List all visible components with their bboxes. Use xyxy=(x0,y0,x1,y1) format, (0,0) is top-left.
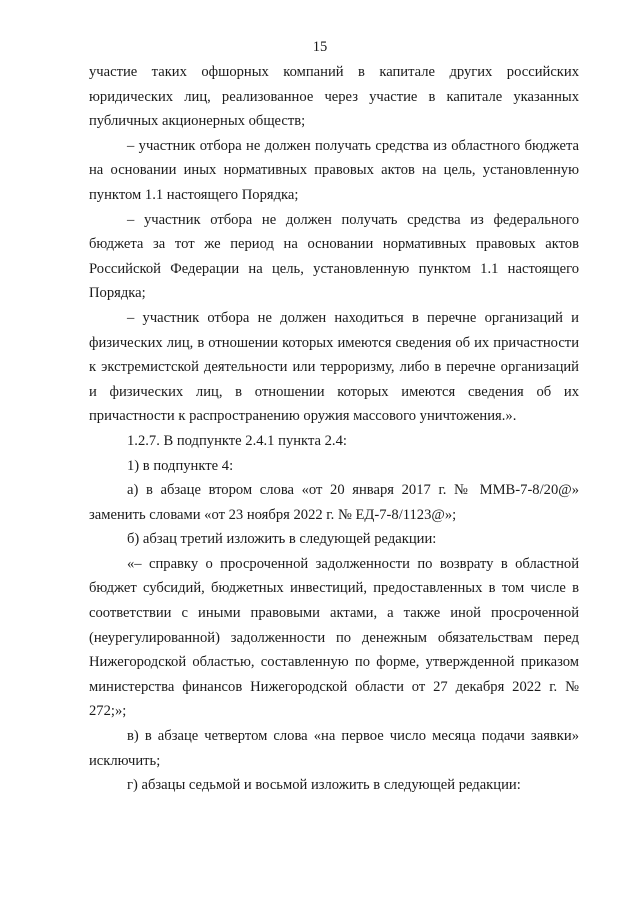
paragraph-item-a: а) в абзаце втором слова «от 20 января 2017 г. № ММВ-7-8/20@» заменить словами «от 23 ноября 2022 г. № ЕД-7-8/1123@»; xyxy=(89,482,579,523)
paragraph-extremism-list-condition: – участник отбора не должен находиться в перечне организаций и физических лиц, в отношении которых имеются сведения об их причастности к экстремистской деятельности или терроризму, либо в перечне организаций и физических лиц, в отношении которых имеются сведения об их причастности к распространению оружия массового уничтожения.». xyxy=(89,309,579,425)
paragraph-continuation: участие таких офшорных компаний в капитале других российских юридических лиц, реализованное через участие в капитале указанных публичных акционерных обществ; xyxy=(89,64,579,130)
paragraph-debt-certificate: «– справку о просроченной задолженности по возврату в областной бюджет субсидий, бюджетных инвестиций, предоставленных в том числе в соответствии с иными правовыми актами, а также иной просроченной (неурегулированной) задолженности по денежным обязательствам перед Нижегородской областью, составленную по форме, утвержденной приказом министерства финансов Нижегородской области от 27 декабря 2022 г. № 272;»; xyxy=(89,555,579,720)
paragraph-subitem-4: 1) в подпункте 4: xyxy=(127,457,234,474)
paragraph-item-b: б) абзац третий изложить в следующей редакции: xyxy=(127,531,437,548)
paragraph-item-g: г) абзацы седьмой и восьмой изложить в следующей редакции: xyxy=(127,777,521,794)
page-number: 15 xyxy=(312,39,328,55)
paragraph-item-v: в) в абзаце четвертом слова «на первое число месяца подачи заявки» исключить; xyxy=(89,728,579,769)
document-body xyxy=(89,60,579,798)
paragraph-federal-budget-condition: – участник отбора не должен получать средства из федерального бюджета за тот же период на основании нормативных правовых актов Российской Федерации на цель, установленную пунктом 1.1 настоящего Порядка; xyxy=(89,211,579,302)
paragraph-amendment-1-2-7: 1.2.7. В подпункте 2.4.1 пункта 2.4: xyxy=(127,432,347,449)
paragraph-regional-budget-condition: – участник отбора не должен получать средства из областного бюджета на основании иных нормативных правовых актов на цель, установленную пунктом 1.1 настоящего Порядка; xyxy=(89,137,579,203)
